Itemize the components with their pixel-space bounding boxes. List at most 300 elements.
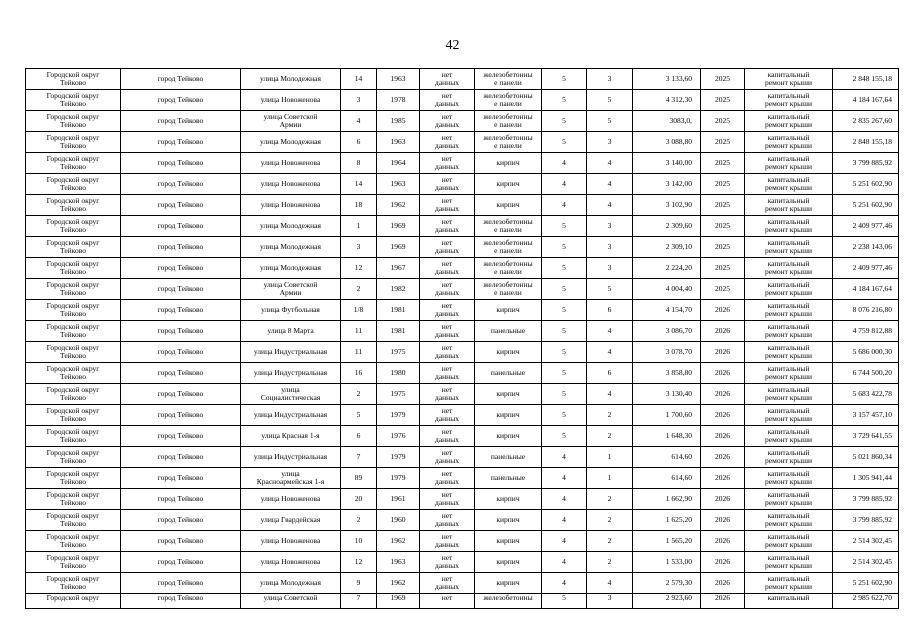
wall-material-cell: кирпич [475,174,542,195]
build-year-cell: 1962 [377,195,420,216]
repair-year-cell: 2026 [701,363,745,384]
locality-cell: город Тейково [121,111,241,132]
extra-data-cell: нет данных [420,237,475,258]
extra-data-cell: нет данных [420,363,475,384]
work-type-cell: капитальный ремонт крыши [745,363,833,384]
extra-data-cell: нет данных [420,510,475,531]
entrances-cell: 4 [587,195,633,216]
municipality-cell: Городской округ Тейково [26,573,121,594]
floors-cell: 4 [542,510,587,531]
locality-cell: город Тейково [121,531,241,552]
floors-cell: 4 [542,489,587,510]
repair-year-cell: 2026 [701,384,745,405]
street-cell: улица Индустриальная [241,342,341,363]
entrances-cell: 3 [587,594,633,609]
table-row [26,195,899,216]
house-number-cell: 2 [341,510,377,531]
cost-cell: 4 759 812,88 [833,321,899,342]
entrances-cell: 3 [587,216,633,237]
extra-data-cell: нет данных [420,384,475,405]
extra-data-cell: нет данных [420,468,475,489]
extra-data-cell: нет данных [420,552,475,573]
municipality-cell: Городской округ Тейково [26,69,121,90]
work-type-cell: капитальный ремонт крыши [745,510,833,531]
repair-year-cell: 2025 [701,132,745,153]
table-row [26,321,899,342]
build-year-cell: 1979 [377,468,420,489]
entrances-cell: 1 [587,447,633,468]
area-cell: 3 142,00 [633,174,701,195]
floors-cell: 4 [542,174,587,195]
build-year-cell: 1960 [377,510,420,531]
street-cell: улица Красная 1-я [241,426,341,447]
entrances-cell: 4 [587,153,633,174]
repair-year-cell: 2025 [701,216,745,237]
extra-data-cell: нет данных [420,279,475,300]
floors-cell: 4 [542,195,587,216]
house-number-cell: 10 [341,531,377,552]
extra-data-cell: нет данных [420,111,475,132]
cost-cell: 2 848 155,18 [833,69,899,90]
repair-year-cell: 2025 [701,174,745,195]
municipality-cell: Городской округ Тейково [26,510,121,531]
municipality-cell: Городской округ Тейково [26,447,121,468]
house-number-cell: 5 [341,405,377,426]
municipality-cell: Городской округ Тейково [26,258,121,279]
build-year-cell: 1962 [377,573,420,594]
work-type-cell: капитальный ремонт крыши [745,195,833,216]
locality-cell: город Тейково [121,510,241,531]
locality-cell: город Тейково [121,573,241,594]
build-year-cell: 1985 [377,111,420,132]
extra-data-cell: нет данных [420,132,475,153]
street-cell: улица Новоженова [241,195,341,216]
wall-material-cell: железобетонны е панели [475,111,542,132]
table-row [26,279,899,300]
build-year-cell: 1981 [377,300,420,321]
repair-year-cell: 2026 [701,468,745,489]
area-cell: 1 625,20 [633,510,701,531]
table-row [26,468,899,489]
wall-material-cell: железобетонны е панели [475,90,542,111]
floors-cell: 4 [542,468,587,489]
house-number-cell: 6 [341,426,377,447]
cost-cell: 5 686 000,30 [833,342,899,363]
entrances-cell: 2 [587,489,633,510]
street-cell: улица Молодежная [241,132,341,153]
wall-material-cell: железобетонны е панели [475,279,542,300]
cost-cell: 5 683 422,78 [833,384,899,405]
locality-cell: город Тейково [121,489,241,510]
street-cell: улица Советской Армии [241,111,341,132]
area-cell: 4 004,40 [633,279,701,300]
wall-material-cell: железобетонны [475,594,542,609]
table-row [26,384,899,405]
house-number-cell: 9 [341,573,377,594]
repair-year-cell: 2026 [701,489,745,510]
street-cell: улица Молодежная [241,573,341,594]
extra-data-cell: нет данных [420,426,475,447]
cost-cell: 2 409 977,46 [833,258,899,279]
floors-cell: 5 [542,279,587,300]
repair-year-cell: 2025 [701,279,745,300]
locality-cell: город Тейково [121,321,241,342]
cost-cell: 2 985 622,70 [833,594,899,609]
entrances-cell: 3 [587,237,633,258]
repair-year-cell: 2026 [701,447,745,468]
build-year-cell: 1969 [377,237,420,258]
locality-cell: город Тейково [121,447,241,468]
table-row [26,426,899,447]
table-row [26,111,899,132]
work-type-cell: капитальный ремонт крыши [745,321,833,342]
cost-cell: 5 251 602,90 [833,195,899,216]
build-year-cell: 1963 [377,132,420,153]
wall-material-cell: кирпич [475,300,542,321]
locality-cell: город Тейково [121,594,241,609]
build-year-cell: 1976 [377,426,420,447]
area-cell: 2 309,10 [633,237,701,258]
municipality-cell: Городской округ Тейково [26,321,121,342]
area-cell: 1 565,20 [633,531,701,552]
build-year-cell: 1979 [377,405,420,426]
work-type-cell: капитальный ремонт крыши [745,531,833,552]
area-cell: 3 858,80 [633,363,701,384]
house-number-cell: 20 [341,489,377,510]
house-number-cell: 2 [341,384,377,405]
repair-year-cell: 2025 [701,90,745,111]
build-year-cell: 1963 [377,552,420,573]
repair-year-cell: 2026 [701,342,745,363]
work-type-cell: капитальный ремонт крыши [745,552,833,573]
area-cell: 3083,0, [633,111,701,132]
floors-cell: 5 [542,384,587,405]
table-row [26,552,899,573]
entrances-cell: 3 [587,132,633,153]
table-row [26,342,899,363]
repair-year-cell: 2026 [701,426,745,447]
entrances-cell: 4 [587,174,633,195]
entrances-cell: 3 [587,258,633,279]
repair-year-cell: 2026 [701,531,745,552]
entrances-cell: 2 [587,552,633,573]
municipality-cell: Городской округ Тейково [26,237,121,258]
wall-material-cell: железобетонны е панели [475,132,542,153]
house-number-cell: 4 [341,111,377,132]
wall-material-cell: панельные [475,321,542,342]
street-cell: улица Советской [241,594,341,609]
work-type-cell: капитальный ремонт крыши [745,468,833,489]
page-number: 42 [445,38,460,53]
floors-cell: 4 [542,552,587,573]
repair-year-cell: 2025 [701,258,745,279]
street-cell: улица Новоженова [241,552,341,573]
area-cell: 4 154,70 [633,300,701,321]
table-row [26,174,899,195]
extra-data-cell: нет данных [420,195,475,216]
cost-cell: 5 251 602,90 [833,573,899,594]
area-cell: 1 662,90 [633,489,701,510]
locality-cell: город Тейково [121,90,241,111]
area-cell: 2 224,20 [633,258,701,279]
build-year-cell: 1981 [377,321,420,342]
extra-data-cell: нет данных [420,447,475,468]
wall-material-cell: кирпич [475,426,542,447]
build-year-cell: 1964 [377,153,420,174]
locality-cell: город Тейково [121,237,241,258]
street-cell: улица Гвардейская [241,510,341,531]
house-number-cell: 1/8 [341,300,377,321]
cost-cell: 4 184 167,64 [833,279,899,300]
house-number-cell: 1 [341,216,377,237]
municipality-cell: Городской округ Тейково [26,384,121,405]
cost-cell: 2 514 302,45 [833,531,899,552]
wall-material-cell: панельные [475,468,542,489]
work-type-cell: капитальный ремонт крыши [745,489,833,510]
locality-cell: город Тейково [121,258,241,279]
wall-material-cell: кирпич [475,405,542,426]
floors-cell: 5 [542,300,587,321]
street-cell: улица Молодежная [241,258,341,279]
locality-cell: город Тейково [121,300,241,321]
work-type-cell: капитальный [745,594,833,609]
house-number-cell: 14 [341,174,377,195]
municipality-cell: Городской округ Тейково [26,132,121,153]
table-row [26,489,899,510]
area-cell: 1 533,00 [633,552,701,573]
extra-data-cell: нет данных [420,258,475,279]
build-year-cell: 1975 [377,384,420,405]
cost-cell: 4 184 167,64 [833,90,899,111]
house-number-cell: 8 [341,153,377,174]
area-cell: 3 086,70 [633,321,701,342]
cost-cell: 3 799 885,92 [833,153,899,174]
table-row [26,363,899,384]
area-cell: 614,60 [633,447,701,468]
street-cell: улица Новоженова [241,531,341,552]
work-type-cell: капитальный ремонт крыши [745,69,833,90]
street-cell: улица Молодежная [241,69,341,90]
house-number-cell: 11 [341,342,377,363]
work-type-cell: капитальный ремонт крыши [745,300,833,321]
locality-cell: город Тейково [121,174,241,195]
municipality-cell: Городской округ Тейково [26,531,121,552]
street-cell: улица Индустриальная [241,363,341,384]
work-type-cell: капитальный ремонт крыши [745,447,833,468]
locality-cell: город Тейково [121,384,241,405]
table-row [26,447,899,468]
table-row [26,594,899,609]
street-cell: улица Красноармейская 1-я [241,468,341,489]
area-cell: 3 102,90 [633,195,701,216]
entrances-cell: 4 [587,342,633,363]
house-number-cell: 6 [341,132,377,153]
floors-cell: 5 [542,426,587,447]
house-number-cell: 7 [341,447,377,468]
locality-cell: город Тейково [121,132,241,153]
extra-data-cell: нет данных [420,342,475,363]
build-year-cell: 1962 [377,531,420,552]
extra-data-cell: нет данных [420,216,475,237]
floors-cell: 5 [542,405,587,426]
extra-data-cell: нет данных [420,531,475,552]
cost-cell: 2 238 143,06 [833,237,899,258]
work-type-cell: капитальный ремонт крыши [745,174,833,195]
floors-cell: 5 [542,342,587,363]
wall-material-cell: кирпич [475,195,542,216]
work-type-cell: капитальный ремонт крыши [745,153,833,174]
street-cell: улица Советской Армии [241,279,341,300]
cost-cell: 3 157 457,10 [833,405,899,426]
repair-year-cell: 2025 [701,111,745,132]
floors-cell: 5 [542,132,587,153]
extra-data-cell: нет [420,594,475,609]
floors-cell: 5 [542,258,587,279]
cost-cell: 2 514 302,45 [833,552,899,573]
municipality-cell: Городской округ Тейково [26,405,121,426]
house-number-cell: 16 [341,363,377,384]
work-type-cell: капитальный ремонт крыши [745,258,833,279]
municipality-cell: Городской округ Тейково [26,279,121,300]
extra-data-cell: нет данных [420,489,475,510]
table-row [26,531,899,552]
work-type-cell: капитальный ремонт крыши [745,90,833,111]
locality-cell: город Тейково [121,153,241,174]
area-cell: 3 140,00 [633,153,701,174]
house-number-cell: 89 [341,468,377,489]
wall-material-cell: железобетонны е панели [475,69,542,90]
floors-cell: 5 [542,216,587,237]
table-row [26,216,899,237]
wall-material-cell: кирпич [475,384,542,405]
repair-year-cell: 2026 [701,405,745,426]
extra-data-cell: нет данных [420,321,475,342]
entrances-cell: 2 [587,510,633,531]
locality-cell: город Тейково [121,363,241,384]
extra-data-cell: нет данных [420,174,475,195]
cost-cell: 5 251 602,90 [833,174,899,195]
entrances-cell: 6 [587,300,633,321]
municipality-cell: Городской округ Тейково [26,552,121,573]
locality-cell: город Тейково [121,426,241,447]
locality-cell: город Тейково [121,69,241,90]
municipality-cell: Городской округ Тейково [26,468,121,489]
work-type-cell: капитальный ремонт крыши [745,237,833,258]
wall-material-cell: кирпич [475,342,542,363]
entrances-cell: 1 [587,468,633,489]
build-year-cell: 1982 [377,279,420,300]
work-type-cell: капитальный ремонт крыши [745,405,833,426]
street-cell: улица Новоженова [241,174,341,195]
area-cell: 2 579,30 [633,573,701,594]
table-row [26,405,899,426]
work-type-cell: капитальный ремонт крыши [745,216,833,237]
floors-cell: 4 [542,153,587,174]
cost-cell: 8 076 216,80 [833,300,899,321]
floors-cell: 5 [542,90,587,111]
cost-cell: 5 021 860,34 [833,447,899,468]
street-cell: улица Новоженова [241,90,341,111]
build-year-cell: 1967 [377,258,420,279]
repair-year-cell: 2026 [701,573,745,594]
locality-cell: город Тейково [121,552,241,573]
municipality-cell: Городской округ Тейково [26,195,121,216]
floors-cell: 5 [542,321,587,342]
entrances-cell: 5 [587,279,633,300]
house-number-cell: 3 [341,237,377,258]
cost-cell: 2 848 155,18 [833,132,899,153]
floors-cell: 5 [542,69,587,90]
wall-material-cell: кирпич [475,489,542,510]
municipality-cell: Городской округ Тейково [26,342,121,363]
wall-material-cell: железобетонны е панели [475,237,542,258]
cost-cell: 3 799 885,92 [833,510,899,531]
area-cell: 3 088,80 [633,132,701,153]
wall-material-cell: кирпич [475,153,542,174]
street-cell: улица Социалистическая [241,384,341,405]
street-cell: улица Индустриальная [241,405,341,426]
municipality-cell: Городской округ Тейково [26,111,121,132]
table-row [26,153,899,174]
locality-cell: город Тейково [121,342,241,363]
house-number-cell: 7 [341,594,377,609]
municipality-cell: Городской округ [26,594,121,609]
table-row [26,300,899,321]
area-cell: 4 312,30 [633,90,701,111]
build-year-cell: 1969 [377,594,420,609]
street-cell: улица Новоженова [241,489,341,510]
locality-cell: город Тейково [121,405,241,426]
area-cell: 2 923,60 [633,594,701,609]
wall-material-cell: железобетонны е панели [475,258,542,279]
wall-material-cell: железобетонны е панели [475,216,542,237]
entrances-cell: 5 [587,90,633,111]
cost-cell: 1 305 941,44 [833,468,899,489]
floors-cell: 5 [542,237,587,258]
build-year-cell: 1963 [377,69,420,90]
table-row [26,258,899,279]
build-year-cell: 1979 [377,447,420,468]
extra-data-cell: нет данных [420,153,475,174]
cost-cell: 2 409 977,46 [833,216,899,237]
area-cell: 614,60 [633,468,701,489]
build-year-cell: 1975 [377,342,420,363]
locality-cell: город Тейково [121,216,241,237]
wall-material-cell: кирпич [475,531,542,552]
entrances-cell: 4 [587,573,633,594]
table-row [26,90,899,111]
entrances-cell: 2 [587,405,633,426]
floors-cell: 5 [542,363,587,384]
cost-cell: 6 744 500,20 [833,363,899,384]
house-number-cell: 12 [341,258,377,279]
table-row [26,69,899,90]
street-cell: улица Футбольная [241,300,341,321]
area-cell: 3 130,40 [633,384,701,405]
floors-cell: 4 [542,447,587,468]
extra-data-cell: нет данных [420,69,475,90]
wall-material-cell: панельные [475,363,542,384]
work-type-cell: капитальный ремонт крыши [745,384,833,405]
municipality-cell: Городской округ Тейково [26,300,121,321]
table-body [26,69,899,609]
work-type-cell: капитальный ремонт крыши [745,573,833,594]
floors-cell: 5 [542,594,587,609]
table-row [26,132,899,153]
locality-cell: город Тейково [121,195,241,216]
entrances-cell: 3 [587,69,633,90]
repair-year-cell: 2025 [701,69,745,90]
